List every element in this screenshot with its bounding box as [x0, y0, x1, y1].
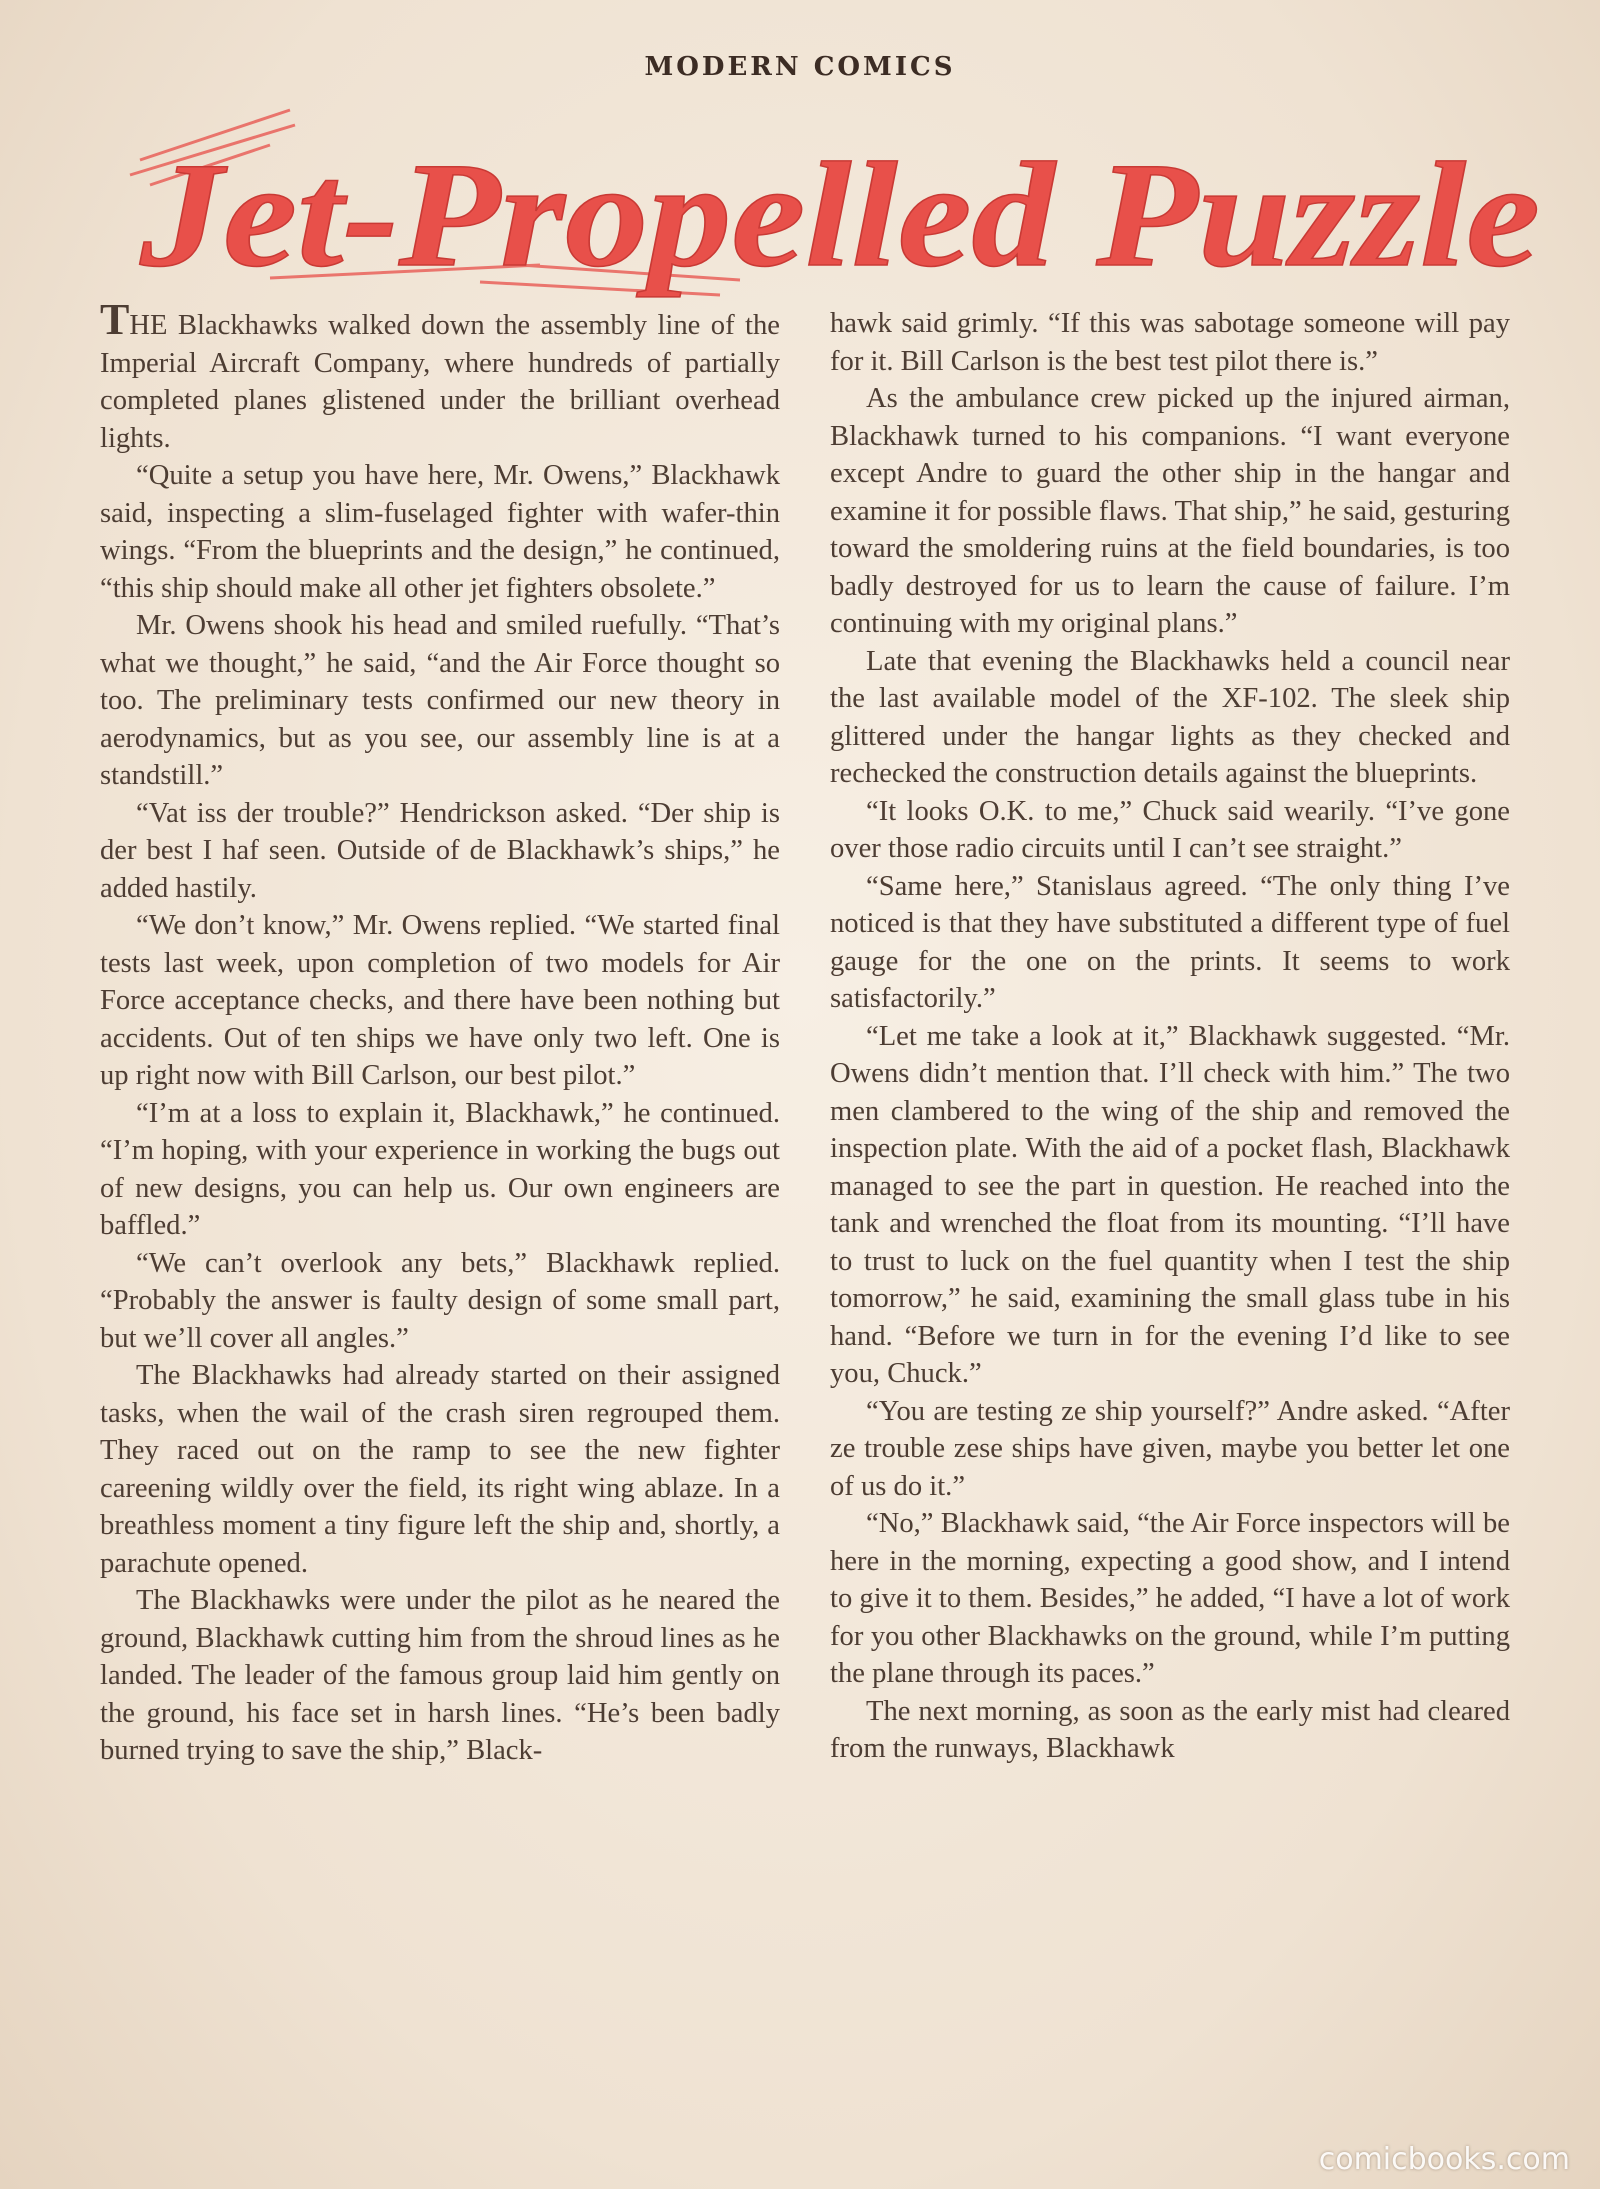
title-graphic [120, 90, 1560, 320]
paragraph-text: “Let me take a look at it,” Blackhawk suggested. “Mr. Owens didn’t mention that. I’ll check with him.” The two men clambered to the wing of the ship and removed the inspection plate. With the aid of a pocket flash, Blackhawk managed to see the part in question. He reached into the tank and wrenched the float from its mounting. “I’ll have to trust to luck on the fuel quantity when I test the ship tomorrow,” he said, examining the small glass tube in his hand. “Before we turn in for the evening I’d like to see you, Chuck.” [830, 1020, 1510, 1389]
paragraph-text: hawk said grimly. “If this was sabotage someone will pay for it. Bill Carlson is the best test pilot there is.” [830, 308, 1510, 377]
paragraph [100, 457, 780, 607]
drop-cap: T [100, 295, 130, 344]
paragraph-text: As the ambulance crew picked up the injured airman, Blackhawk turned to his companions. “I want everyone except Andre to guard the other ship in the hangar and examine it for possible flaws. That ship,” he said, gesturing toward the smoldering ruins at the field boundaries, is too badly destroyed for us to learn the cause of failure. I’m continuing with my original plans.” [830, 383, 1510, 639]
paragraph-text: The Blackhawks had already started on their assigned tasks, when the wail of the crash siren regrouped them. They raced out on the ramp to see the new fighter careening wildly over the field, its right wing ablaze. In a breathless moment a tiny figure left the ship and, shortly, a parachute opened. [100, 1360, 780, 1579]
paragraph [830, 1693, 1510, 1768]
paragraph-text: “We don’t know,” Mr. Owens replied. “We started final tests last week, upon completion of two models for Air Force acceptance checks, and there have been nothing but accidents. Out of ten ships we have only two left. One is up right now with Bill Carlson, our best pilot.” [100, 910, 780, 1091]
paragraph [100, 1357, 780, 1582]
paragraph-text: The Blackhawks were under the pilot as he neared the ground, Blackhawk cutting him from the shroud lines as he landed. The leader of the famous group laid him gently on the ground, his face set in harsh lines. “He’s been badly burned trying to save the ship,” Black- [100, 1585, 780, 1766]
paragraph-text: The next morning, as soon as the early mist had cleared from the runways, Blackhawk [830, 1695, 1510, 1764]
paragraph [830, 1018, 1510, 1393]
paragraph-text: “You are testing ze ship yourself?” Andre asked. “After ze trouble zese ships have given, maybe you better let one of us do it.” [830, 1395, 1510, 1502]
paragraph-text: “Same here,” Stanislaus agreed. “The only thing I’ve noticed is that they have substituted a different type of fuel gauge for the one on the prints. It seems to work satisfactorily.” [830, 870, 1510, 1014]
paragraph [100, 795, 780, 908]
paragraph-text: “Quite a setup you have here, Mr. Owens,” Blackhawk said, inspecting a slim-fuselaged fighter with wafer-thin wings. “From the blueprints and the design,” he continued, “this ship should make all other jet fighters obsolete.” [100, 460, 780, 604]
paragraph-text: HE Blackhawks walked down the assembly line of the Imperial Aircraft Company, where hundreds of partially completed planes glistened under the brilliant overhead lights. [100, 310, 780, 454]
paragraph [830, 868, 1510, 1018]
running-head: MODERN COMICS [644, 52, 956, 82]
paragraph [830, 643, 1510, 793]
paragraph [830, 793, 1510, 868]
paragraph-text: “Vat iss der trouble?” Hendrickson asked. “Der ship is der best I haf seen. Outside of de Blackhawk’s ships,” he added hastily. [100, 797, 780, 904]
paragraph [100, 1245, 780, 1358]
paragraph [830, 1393, 1510, 1506]
paragraph [830, 1505, 1510, 1693]
paragraph-text: Late that evening the Blackhawks held a council near the last available model of the XF-102. The sleek ship glittered under the hangar lights as they checked and rechecked the construction details against the blueprints. [830, 645, 1510, 789]
paragraph [100, 907, 780, 1095]
paragraph [830, 380, 1510, 643]
column-1 [100, 295, 780, 2145]
watermark: comicbooks.com [1318, 2142, 1570, 2177]
paragraph [100, 607, 780, 795]
paragraph [100, 1582, 780, 1770]
article-body [100, 295, 1510, 2145]
paragraph [830, 305, 1510, 380]
paragraph-text: “It looks O.K. to me,” Chuck said wearily. “I’ve gone over those radio circuits until I can’t see straight.” [830, 795, 1510, 864]
column-2 [830, 305, 1510, 2145]
paragraph [100, 295, 780, 457]
paragraph-text: “We can’t overlook any bets,” Blackhawk replied. “Probably the answer is faulty design of some small part, but we’ll cover all angles.” [100, 1247, 780, 1354]
paragraph-text: Mr. Owens shook his head and smiled ruefully. “That’s what we thought,” he said, “and the Air Force thought so too. The preliminary tests confirmed our new theory in aerodynamics, but as you see, our assembly line is at a standstill.” [100, 610, 780, 791]
paragraph-text: “No,” Blackhawk said, “the Air Force inspectors will be here in the morning, expecting a good show, and I intend to give it to them. Besides,” he added, “I have a lot of work for you other Blackhawks on the ground, while I’m putting the plane through its paces.” [830, 1508, 1510, 1689]
paragraph-text: “I’m at a loss to explain it, Blackhawk,” he continued. “I’m hoping, with your experience in working the bugs out of new designs, you can help us. Our own engineers are baffled.” [100, 1097, 780, 1241]
story-title [120, 90, 1560, 320]
paragraph [100, 1095, 780, 1245]
title-text: Jet-Propelled Puzzle [138, 132, 1541, 298]
